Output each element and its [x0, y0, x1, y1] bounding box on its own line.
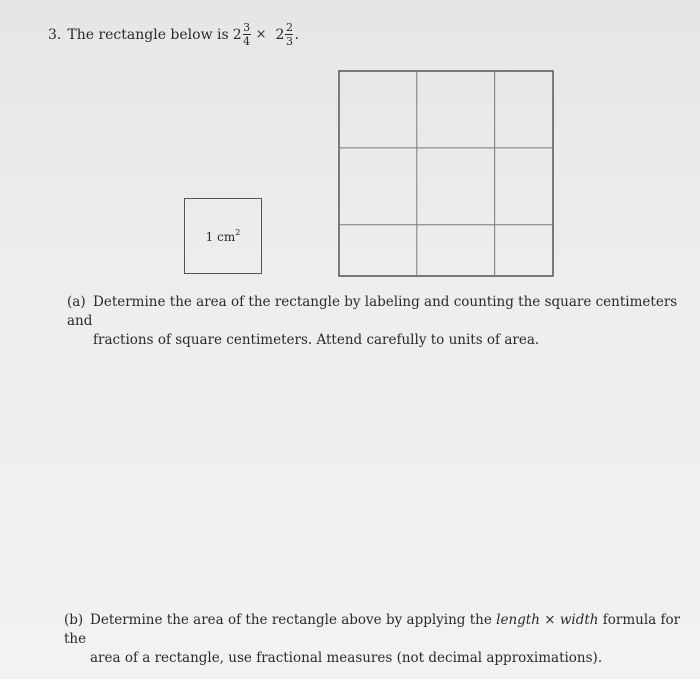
part-b-line2: area of a rectangle, use fractional measures (not decimal approximations). — [90, 650, 603, 666]
mixed-number-1-fraction — [243, 22, 251, 47]
part-a-line2: fractions of square centimeters. Attend carefully to units of area. — [93, 332, 540, 348]
unit-square — [184, 198, 262, 274]
part-b-label: (b) — [64, 612, 84, 628]
part-b-width-word: width — [559, 612, 599, 628]
part-b-text-before: Determine the area of the rectangle above by applying the — [90, 612, 492, 628]
part-b — [64, 611, 690, 668]
problem-header — [48, 22, 299, 47]
mixed-number-2-whole: 2 — [275, 26, 285, 43]
fraction-2-numerator: 2 — [285, 21, 293, 34]
rectangle-grid — [338, 70, 554, 278]
part-a-line1: Determine the area of the rectangle by labeling and counting the square centimeters and — [67, 294, 678, 329]
fraction-2-denominator: 3 — [285, 35, 293, 48]
fraction-1-denominator: 4 — [243, 35, 251, 48]
part-b-length-word: length — [496, 612, 540, 628]
problem-number: 3. — [48, 26, 62, 43]
unit-square-exponent: 2 — [235, 228, 241, 237]
part-b-text-after: formula for the — [64, 612, 681, 647]
fraction-1-numerator: 3 — [243, 21, 251, 34]
grid-outline — [339, 71, 553, 276]
period: . — [294, 26, 299, 43]
mixed-number-2 — [276, 22, 294, 47]
mixed-number-1 — [233, 22, 251, 47]
part-a-label: (a) — [67, 294, 86, 310]
part-b-times-sign: × — [544, 612, 556, 628]
problem-intro: The rectangle below is — [67, 26, 229, 43]
unit-square-label — [206, 228, 241, 244]
unit-square-value: 1 cm — [205, 230, 236, 244]
mixed-number-2-fraction — [285, 22, 293, 47]
mixed-number-1-whole: 2 — [232, 26, 242, 43]
part-a — [67, 293, 687, 350]
times-sign: × — [255, 27, 267, 42]
